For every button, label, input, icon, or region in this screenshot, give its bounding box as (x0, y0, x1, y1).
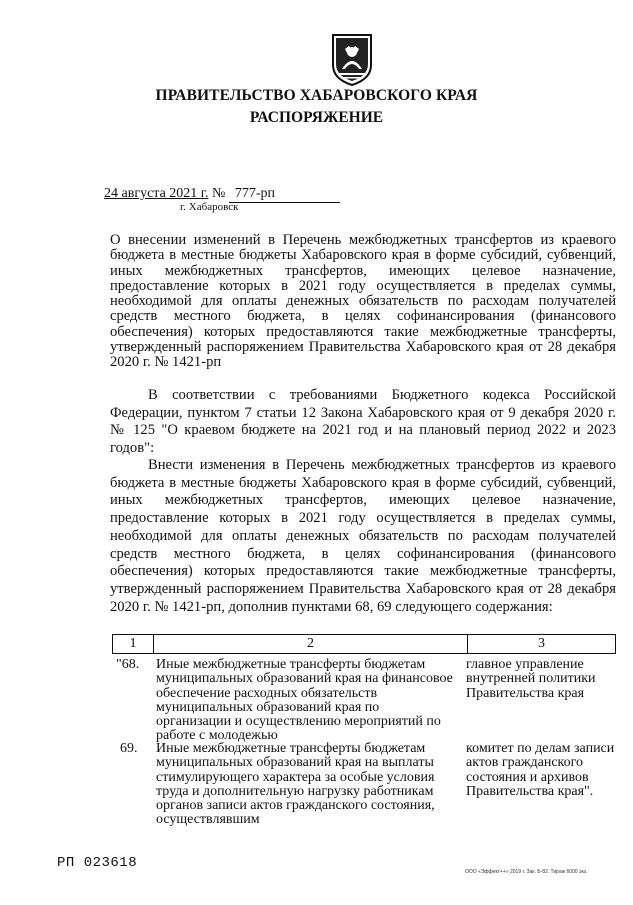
table-row-number: 69. (120, 741, 138, 756)
printer-imprint: ООО «Эффект++» 2019 г. Зак. Б-82. Тираж 6000 экз. (465, 869, 588, 875)
body-paragraph-2: Внести изменения в Перечень межбюджетных трансфертов из краевого бюджета в местные бюджеты Хабаровского края в форме субсидий, субвенций, иных межбюджетных трансфертов, имеющих целевое назначение, предоставление которых в 2021 году осуществляется в пределах суммы, необходимой для оплаты денежных обязательств по расходам получателей средств местного бюджета, в целях софинансирования (финансового обеспечения) которых предоставляются такие межбюджетные трансферты, утвержденный распоряжением Правительства Хабаровского края от 28 декабря 2020 г. № 1421-рп, дополнив пунктами 68, 69 следующего содержания: (110, 457, 616, 615)
table-row-text: Иные межбюджетные трансферты бюджетам муниципальных образований края на финансовое обеспечение расходных обязательств муниципальных образований края по организации и осуществлению мероприятий по работе с молодежью (156, 657, 453, 744)
document-type-title: РАСПОРЯЖЕНИЕ (249, 109, 384, 126)
coat-of-arms-emblem (331, 31, 373, 87)
table-row-text: Иные межбюджетные трансферты бюджетам муниципальных образований края на выплаты стимулирующего характера за особые условия труда и дополнительную нагрузку работникам органов записи актов гражданского состояния, осуществлявшим (156, 741, 435, 828)
table-header-cell: 1 (113, 635, 154, 654)
government-title: ПРАВИТЕЛЬСТВО ХАБАРОВСКОГО КРАЯ (155, 87, 478, 104)
body-paragraph-1: В соответствии с требованиями Бюджетного кодекса Российской Федерации, пунктом 7 статьи 12 Закона Хабаровского края от 9 декабря 2020 г. № 125 "О краевом бюджете на 2021 год и на плановый период 2022 и 2023 годов": (110, 387, 616, 457)
table-row-organization: главное управление внутренней политики Правительства края (466, 657, 596, 701)
number-label: № (211, 186, 226, 201)
form-serial-number: РП 023618 (57, 855, 138, 871)
table-header-cell: 2 (154, 635, 468, 654)
document-number: 777-рп (229, 186, 340, 203)
table-row-organization: комитет по делам записи актов гражданского состояния и архивов Правительства края". (466, 741, 615, 799)
table-header-cell: 3 (468, 635, 616, 654)
table-row-number: "68. (116, 657, 140, 672)
document-subject: О внесении изменений в Перечень межбюджетных трансфертов из краевого бюджета в местные бюджеты Хабаровского края в форме субсидий, субвенций, иных межбюджетных трансфертов, имеющих целевое назначение, предоставление которых в 2021 году осуществляется в пределах суммы, необходимой для оплаты денежных обязательств по расходам получателей средств местного бюджета, в целях софинансирования (финансового обеспечения) которых предоставляются такие межбюджетные трансферты, утвержденный распоряжением Правительства Хабаровского края от 28 декабря 2020 г. № 1421-рп (110, 232, 616, 371)
city-label: г. Хабаровск (180, 201, 239, 213)
document-date: 24 августа 2021 г. (104, 186, 209, 201)
transfers-table-header (112, 634, 616, 654)
